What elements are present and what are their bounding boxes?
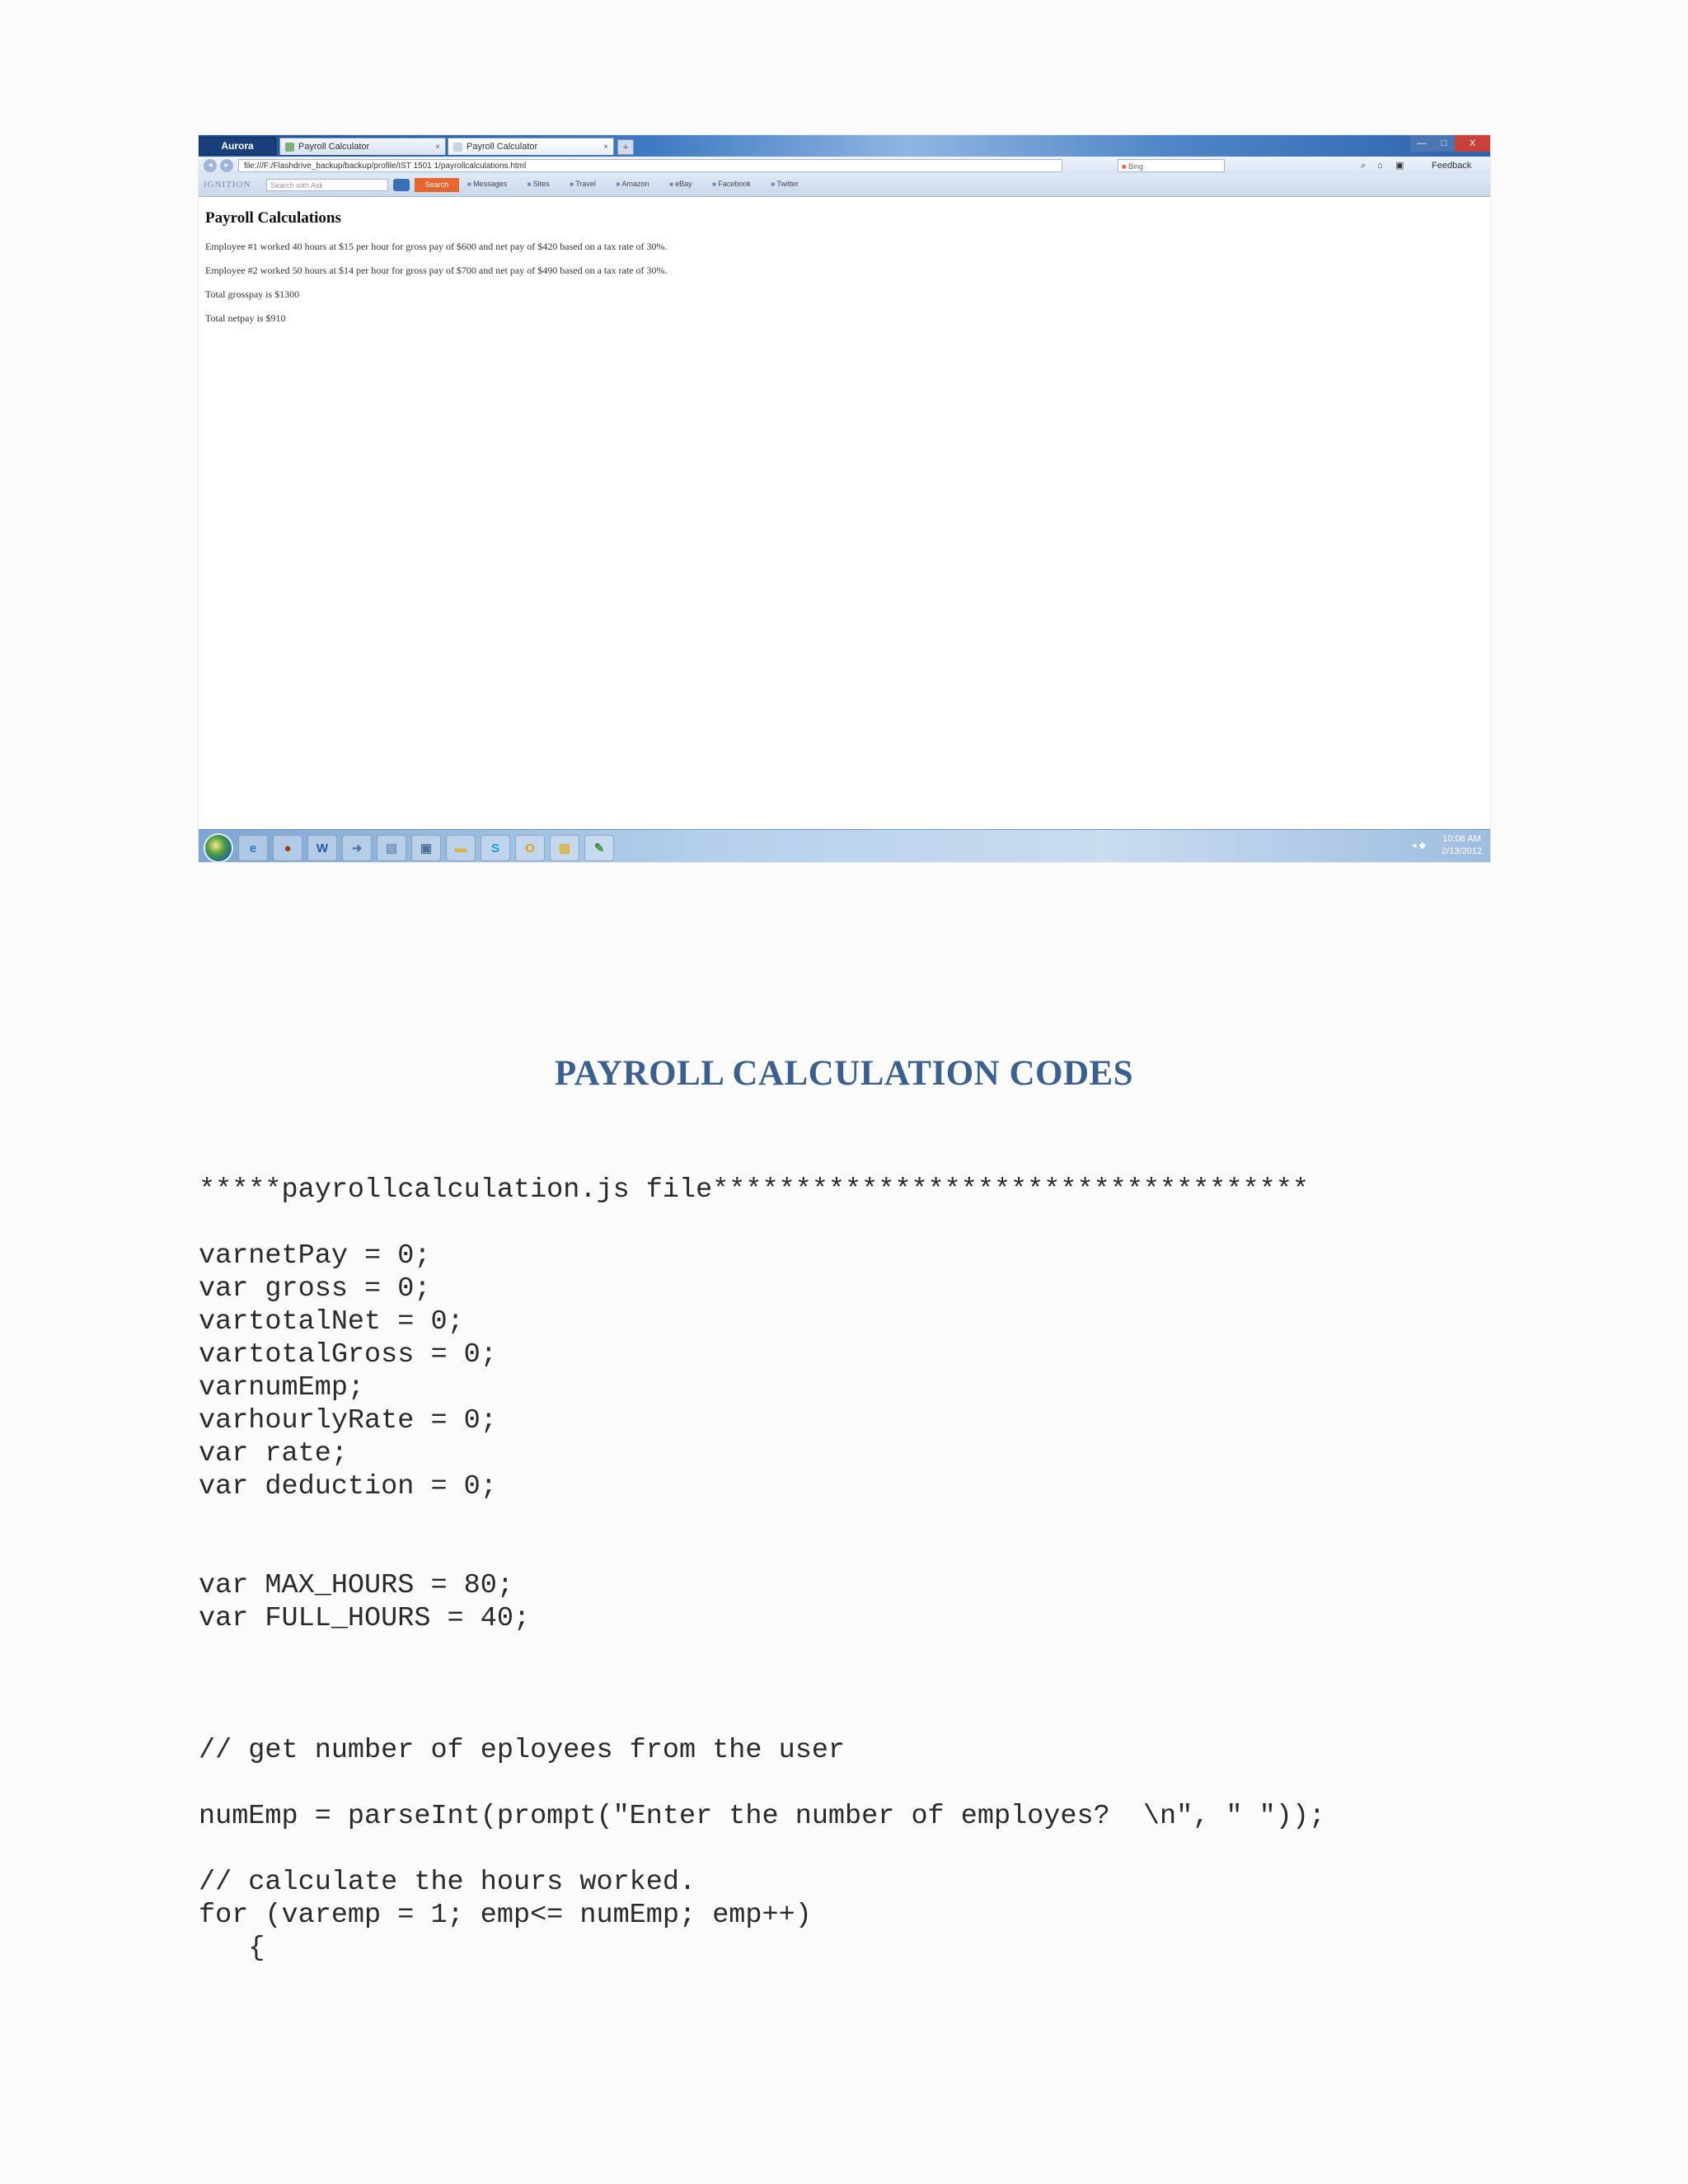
code-line [199,1668,1325,1701]
arrow-icon[interactable]: ➜ [342,835,372,861]
maximize-button[interactable]: □ [1433,135,1455,152]
page-heading: Payroll Calculations [205,209,341,227]
code-line [199,1701,1325,1734]
code-line: varhourlyRate = 0; [199,1405,497,1436]
app-menu-button[interactable]: Aurora [199,137,276,155]
code-line: vartotalGross = 0; [199,1339,497,1371]
clock-time: 10:06 AM [1442,834,1481,844]
tab-payroll-1[interactable] [279,138,446,155]
back-icon[interactable]: ◂ [204,159,217,172]
url-input[interactable]: file:///F:/Flashdrive_backup/backup/profile/IST 1501 1/payrollcalculations.html [238,159,1062,172]
window-icon[interactable]: ▣ [411,835,441,861]
code-line: { [199,1933,265,1964]
tab-label: Payroll Calculator [467,142,538,152]
forward-icon[interactable]: ▸ [220,159,233,172]
toolbar-link[interactable]: ■ Twitter [771,180,799,188]
toolbar-go-icon[interactable] [393,179,410,191]
code-listing [199,1174,1325,1965]
minimize-button[interactable]: — [1410,135,1433,152]
code-line: var gross = 0; [199,1273,431,1305]
web-page-content [205,209,668,336]
new-tab-button[interactable]: + [617,139,634,155]
search-toolbar [199,175,1490,197]
code-line [199,1767,1325,1800]
close-window-button[interactable]: X [1455,135,1490,152]
code-line: numEmp = parseInt(prompt("Enter the number of employes? \n", " ")); [199,1801,1326,1832]
start-button[interactable] [204,833,233,862]
code-line: // calculate the hours worked. [199,1867,696,1898]
code-line [199,1536,1325,1569]
code-line: varnumEmp; [199,1372,365,1404]
code-line [199,1833,1325,1866]
word-icon[interactable]: W [307,835,337,861]
code-line [199,1635,1325,1668]
pictures-icon[interactable]: ▨ [550,835,579,861]
employee-2-line: Employee #2 worked 50 hours at $14 per hour for gross pay of $700 and net pay of $490 based on a tax rate of 30%. [205,265,668,276]
toolbar-brand: IGNITION [204,180,251,190]
toolbar-search-button[interactable]: Search [415,178,459,192]
home-icon[interactable]: ⌂ [1377,161,1383,171]
address-bar [199,157,1490,176]
skype-icon[interactable]: S [481,835,510,861]
total-gross-line: Total grosspay is $1300 [205,288,300,300]
feedback-button[interactable]: Feedback [1432,161,1472,171]
code-line: *****payrollcalculation.js file************************************ [199,1174,1309,1206]
browser-tab-bar [199,135,1490,157]
ie-icon[interactable]: e [238,835,268,861]
toolbar-link[interactable]: ■ Travel [570,180,596,188]
code-line: var rate; [199,1438,348,1469]
document-icon[interactable]: ▤ [377,835,406,861]
code-line: for (varemp = 1; emp<= numEmp; emp++) [199,1900,812,1931]
close-tab-icon[interactable]: × [435,143,440,152]
toolbar-link[interactable]: ■ eBay [669,180,692,188]
browser-screenshot [199,135,1490,862]
paint-icon[interactable]: ✎ [584,835,614,861]
toolbar-link[interactable]: ■ Facebook [712,180,751,188]
search-engine-label: Bing [1128,162,1143,171]
toolbar-links [467,180,817,188]
system-clock[interactable] [1442,833,1482,858]
toolbar-link[interactable]: ■ Amazon [616,180,649,188]
toolbar-link[interactable]: ■ Sites [528,180,550,188]
code-line: var deduction = 0; [199,1471,497,1502]
toolbar-search-input[interactable]: Search with Ask [266,179,388,191]
print-icon[interactable]: ▣ [1395,161,1404,171]
folder-icon[interactable]: ▬ [446,835,476,861]
code-line [199,1503,1325,1536]
outlook-icon[interactable]: O [515,835,545,861]
close-tab-icon[interactable]: × [603,143,608,152]
code-line: vartotalNet = 0; [199,1306,464,1338]
toolbar-link[interactable]: ■ Messages [467,180,507,188]
tray-icons[interactable]: ◂ ◆ [1411,841,1426,851]
tab-label: Payroll Calculator [298,142,370,152]
page-favicon-icon [453,143,462,152]
taskbar [199,829,1490,862]
page-favicon-icon [285,143,294,152]
firefox-icon[interactable]: ● [273,835,302,861]
total-net-line: Total netpay is $910 [205,312,286,324]
document-title: PAYROLL CALCULATION CODES [554,1054,1134,1093]
employee-1-line: Employee #1 worked 40 hours at $15 per hour for gross pay of $600 and net pay of $420 based on a tax rate of 30%. [205,241,668,252]
tab-payroll-2[interactable] [448,138,614,155]
clock-date: 2/13/2012 [1442,846,1482,856]
search-icon[interactable]: ⌕ [1361,161,1367,171]
code-line: var FULL_HOURS = 40; [199,1603,531,1634]
code-line: varnetPay = 0; [199,1240,431,1272]
code-line [199,1207,1325,1240]
code-line: var MAX_HOURS = 80; [199,1570,513,1601]
code-line: // get number of eployees from the user [199,1735,846,1766]
search-engine-box[interactable]: ■ Bing [1118,159,1225,172]
